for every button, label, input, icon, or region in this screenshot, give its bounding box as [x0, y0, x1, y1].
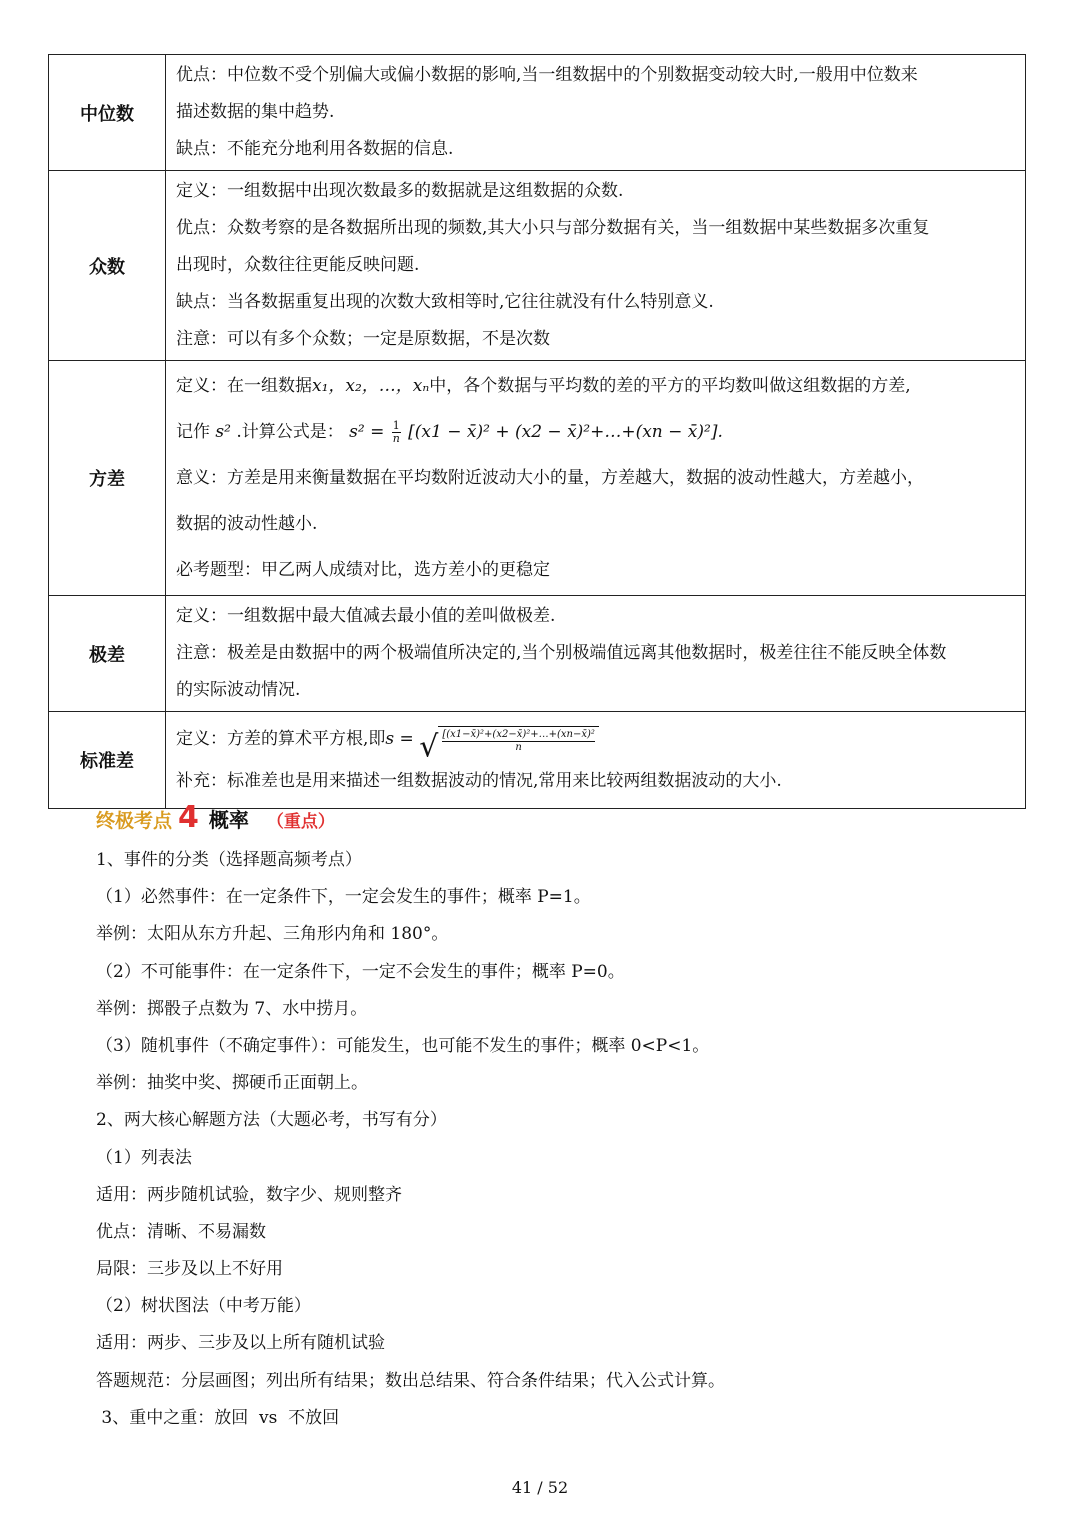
- desc-line: 注意：可以有多个众数；一定是原数据，不是次数: [176, 329, 550, 349]
- square-root: √ $\frac{\text{[(x1−x̄)²+(x2−x̄)²+…+(xn−x̄)²}}{n}$: [419, 726, 599, 754]
- std-dev-definition: 定义：方差的算术平方根,即s = √ $\frac{\text{[(x1−x̄)²+(x2−x̄)²+…+(xn−x̄)²}}{n}$: [176, 718, 1017, 760]
- desc-line: 优点：中位数不受个别偏大或偏小数据的影响,当一组数据中的个别数据变动较大时,一般用中位数来: [176, 65, 918, 85]
- section-title: 概率: [208, 808, 249, 832]
- desc-line: 定义：一组数据中出现次数最多的数据就是这组数据的众数.: [176, 181, 624, 201]
- text-line: 适用：两步随机试验，数字少、规则整齐: [96, 1184, 402, 1205]
- text-line: （2）树状图法（中考万能）: [96, 1296, 311, 1317]
- text-line: （2）不可能事件：在一定条件下，一定不会发生的事件；概率 P=0。: [96, 961, 625, 982]
- term-cell: 极差: [49, 596, 166, 712]
- section-heading: [96, 800, 335, 840]
- fraction: $\frac{1}{n}$: [392, 419, 400, 445]
- variance-formula: 记作 s² .计算公式是： s² = $\frac{1}{n}$ [(x1 − x̄)² + (x2 − x̄)²+…+(xn − x̄)²].: [176, 419, 723, 445]
- description-cell: [166, 361, 1026, 596]
- desc-line: 注意：极差是由数据中的两个极端值所决定的,当个别极端值远离其他数据时，极差往往不能反映全体数: [176, 643, 947, 663]
- probability-content: [96, 842, 1026, 1437]
- text-line: 局限：三步及以上不好用: [96, 1259, 283, 1280]
- term-cell: 方差: [49, 361, 166, 596]
- desc-line: 缺点：不能充分地利用各数据的信息.: [176, 139, 454, 159]
- desc-line: 必考题型：甲乙两人成绩对比，选方差小的更稳定: [176, 560, 550, 580]
- desc-line: 意义：方差是用来衡量数据在平均数附近波动大小的量，方差越大，数据的波动性越大，方差越小，: [176, 468, 924, 488]
- data-variables: x₁，x₂，…，xₙ: [312, 376, 430, 396]
- table-row: [49, 361, 1026, 596]
- page-number: 41 / 52: [511, 1478, 569, 1497]
- text-line: （1）列表法: [96, 1147, 192, 1168]
- term-cell: 中位数: [49, 55, 166, 171]
- text-line: 适用：两步、三步及以上所有随机试验: [96, 1333, 385, 1354]
- desc-line: 描述数据的集中趋势.: [176, 102, 335, 122]
- description-cell: [166, 171, 1026, 361]
- text-line: 3、重中之重：放回 vs 不放回: [96, 1407, 340, 1428]
- table-row: [49, 171, 1026, 361]
- desc-line: 的实际波动情况.: [176, 680, 301, 700]
- text-line: 举例：太阳从东方升起、三角形内角和 180°。: [96, 924, 449, 945]
- desc-line: 优点：众数考察的是各数据所出现的频数,其大小只与部分数据有关，当一组数据中某些数据多次重复: [176, 218, 930, 238]
- description-cell: [166, 55, 1026, 171]
- table-row: [49, 55, 1026, 171]
- table-row: [49, 712, 1026, 809]
- desc-line: 出现时，众数往往更能反映问题.: [176, 255, 420, 275]
- description-cell: [166, 596, 1026, 712]
- desc-line: 数据的波动性越小.: [176, 514, 318, 534]
- section-prefix: 终极考点: [96, 810, 173, 832]
- section-tag: （重点）: [266, 812, 335, 832]
- statistics-table: [48, 54, 1026, 809]
- text-line: （3）随机事件（不确定事件）：可能发生，也可能不发生的事件；概率 0<P<1。: [96, 1035, 710, 1056]
- section-number: 4: [178, 800, 199, 835]
- desc-line: 补充：标准差也是用来描述一组数据波动的情况,常用来比较两组数据波动的大小.: [176, 771, 782, 791]
- table-row: [49, 596, 1026, 712]
- desc-line: 缺点：当各数据重复出现的次数大致相等时,它往往就没有什么特别意义.: [176, 292, 714, 312]
- text-line: 优点：清晰、不易漏数: [96, 1221, 266, 1242]
- variance-definition: 定义：在一组数据x₁，x₂，…，xₙ中，各个数据与平均数的差的平方的平均数叫做这组数据的方差,: [176, 376, 911, 396]
- term-cell: 标准差: [49, 712, 166, 809]
- text-line: 2、两大核心解题方法（大题必考，书写有分）: [96, 1110, 447, 1131]
- text-line: 举例：抽奖中奖、掷硬币正面朝上。: [96, 1073, 368, 1094]
- desc-line: 定义：一组数据中最大值减去最小值的差叫做极差.: [176, 606, 556, 626]
- term-cell: 众数: [49, 171, 166, 361]
- text-line: （1）必然事件：在一定条件下，一定会发生的事件；概率 P=1。: [96, 887, 591, 908]
- text-line: 答题规范：分层画图；列出所有结果；数出总结果、符合条件结果；代入公式计算。: [96, 1370, 725, 1391]
- text-line: 1、事件的分类（选择题高频考点）: [96, 850, 362, 870]
- description-cell: [166, 712, 1026, 809]
- text-line: 举例：掷骰子点数为 7、水中捞月。: [96, 998, 368, 1019]
